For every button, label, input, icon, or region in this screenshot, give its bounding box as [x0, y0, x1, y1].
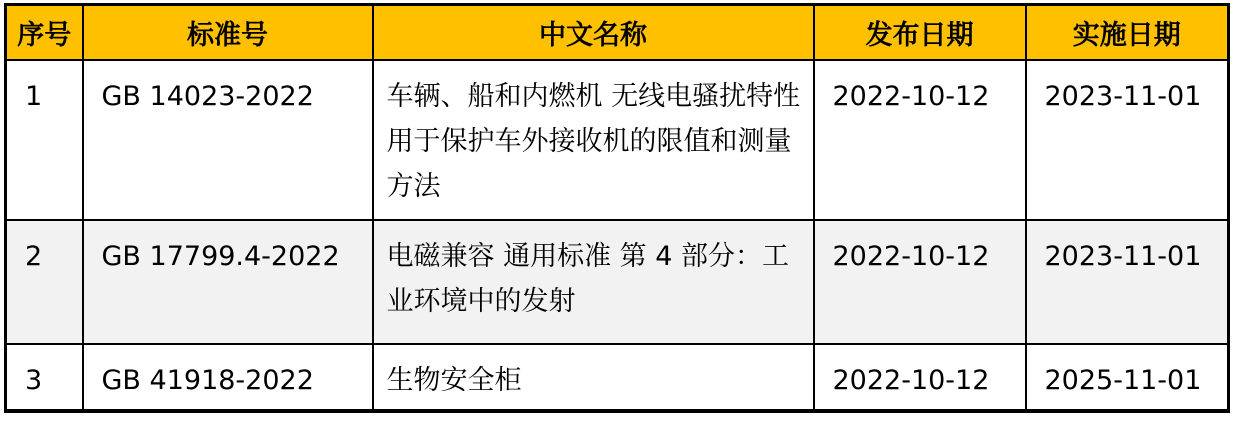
cell-publish-date: 2022-10-12 — [814, 344, 1026, 411]
cell-implement-date: 2025-11-01 — [1026, 344, 1229, 411]
column-header-publish-date: 发布日期 — [814, 5, 1026, 60]
column-header-name-cn: 中文名称 — [373, 5, 814, 60]
document-page — [0, 3, 1233, 424]
column-header-implement-date: 实施日期 — [1026, 5, 1229, 60]
cell-standard-no: GB 14023-2022 — [83, 60, 373, 220]
cell-publish-date: 2022-10-12 — [814, 220, 1026, 344]
cell-implement-date: 2023-11-01 — [1026, 220, 1229, 344]
cell-name-cn: 生物安全柜 — [373, 344, 814, 411]
header-row — [6, 5, 1229, 60]
cell-name-cn: 车辆、船和内燃机 无线电骚扰特性 用于保护车外接收机的限值和测量方法 — [373, 60, 814, 220]
standards-table — [4, 3, 1230, 413]
column-header-serial: 序号 — [6, 5, 83, 60]
cell-implement-date: 2023-11-01 — [1026, 60, 1229, 220]
cell-name-cn: 电磁兼容 通用标准 第 4 部分：工业环境中的发射 — [373, 220, 814, 344]
cell-serial: 2 — [6, 220, 83, 344]
table-row — [6, 60, 1229, 220]
cell-publish-date: 2022-10-12 — [814, 60, 1026, 220]
cell-standard-no: GB 41918-2022 — [83, 344, 373, 411]
cell-serial: 1 — [6, 60, 83, 220]
table-row — [6, 344, 1229, 411]
cell-serial: 3 — [6, 344, 83, 411]
table-row — [6, 220, 1229, 344]
column-header-standard-no: 标准号 — [83, 5, 373, 60]
cell-standard-no: GB 17799.4-2022 — [83, 220, 373, 344]
